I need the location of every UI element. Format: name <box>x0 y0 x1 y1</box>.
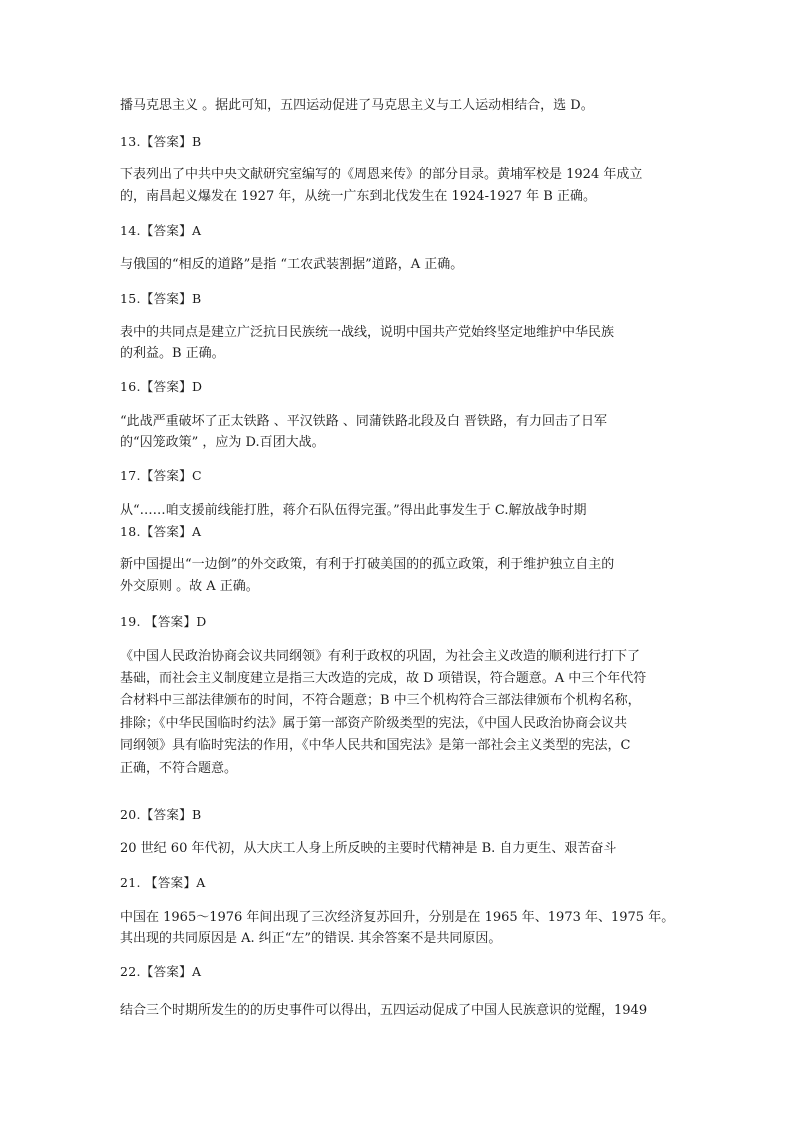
text-line: 正确，不符合题意。 <box>120 761 238 776</box>
text-line: 表中的共同点是建立广泛抗日民族统一战线，说明中国共产党始终坚定地维护中华民族 <box>120 325 615 340</box>
text-line: 同纲领》具有临时宪法的作用，《中华人民共和国宪法》是第一部社会主义类型的宪法，C <box>120 738 631 753</box>
answer-heading-18: 18.【答案】A <box>120 524 202 539</box>
text-line: 的，南昌起义爆发在 1927 年，从统一广东到北伐发生在 1924-1927 年 B 正确。 <box>120 189 596 204</box>
text-line: 的利益。B 正确。 <box>120 346 225 361</box>
text-line: 下表列出了中共中央文献研究室编写的《周恩来传》的部分目录。黄埔军校是 1924 年成立 <box>120 167 643 182</box>
text-line: 《中国人民政治协商会议共同纲领》有利于政权的巩固，为社会主义改造的顺利进行打下了 <box>120 649 641 664</box>
text-line: 排除；《中华民国临时约法》属于第一部资产阶级类型的宪法，《中国人民政治协商会议共 <box>120 716 628 731</box>
text-line: 中国在 1965～1976 年间出现了三次经济复苏回升，分别是在 1965 年、1973 年、1975 年。 <box>120 910 675 925</box>
answer-heading-17: 17.【答案】C <box>120 468 202 483</box>
text-line: 基础，而社会主义制度建立是指三大改造的完成，故 D 项错误，符合题意。A 中三个年代符 <box>120 671 647 686</box>
text-line: “此战严重破坏了正太铁路 、平汉铁路 、同蒲铁路北段及白 晋铁路，有力回击了日军 <box>120 414 608 429</box>
answer-heading-13: 13.【答案】B <box>120 134 202 149</box>
answer-heading-14: 14.【答案】A <box>120 223 202 238</box>
text-line: 新中国提出“一边倒”的外交政策，有利于打破美国的的孤立政策，利于维护独立自主的 <box>120 557 615 572</box>
text-line: 与俄国的“相反的道路”是指 “工农武装割据”道路，A 正确。 <box>120 257 464 272</box>
text-line: 播马克思主义 。据此可知，五四运动促进了马克思主义与工人运动相结合，选 D。 <box>120 98 594 113</box>
text-line: 从“……咱支援前线能打胜，蒋介石队伍得完蛋。”得出此事发生于 C.解放战争时期 <box>120 503 587 518</box>
text-line: 20 世纪 60 年代初，从大庆工人身上所反映的主要时代精神是 B. 自力更生、艰苦奋斗 <box>120 841 617 856</box>
text-line: 结合三个时期所发生的的历史事件可以得出，五四运动促成了中国人民族意识的觉醒，1949 <box>120 1003 648 1018</box>
text-line: 合材料中三部法律颁布的时间，不符合题意；B 中三个机构符合三部法律颁布个机构名称， <box>120 693 641 708</box>
text-line: 的“囚笼政策” ，应为 D.百团大战。 <box>120 435 325 450</box>
answer-heading-16: 16.【答案】D <box>120 379 203 394</box>
answer-heading-19: 19. 【答案】D <box>120 614 207 629</box>
answer-heading-15: 15.【答案】B <box>120 291 202 306</box>
answer-heading-20: 20.【答案】B <box>120 807 202 822</box>
text-line: 外交原则 。故 A 正确。 <box>120 579 259 594</box>
answer-heading-22: 22.【答案】A <box>120 964 202 979</box>
answer-heading-21: 21. 【答案】A <box>120 875 206 890</box>
text-line: 其出现的共同原因是 A. 纠正“左”的错误. 其余答案不是共同原因。 <box>120 931 502 946</box>
